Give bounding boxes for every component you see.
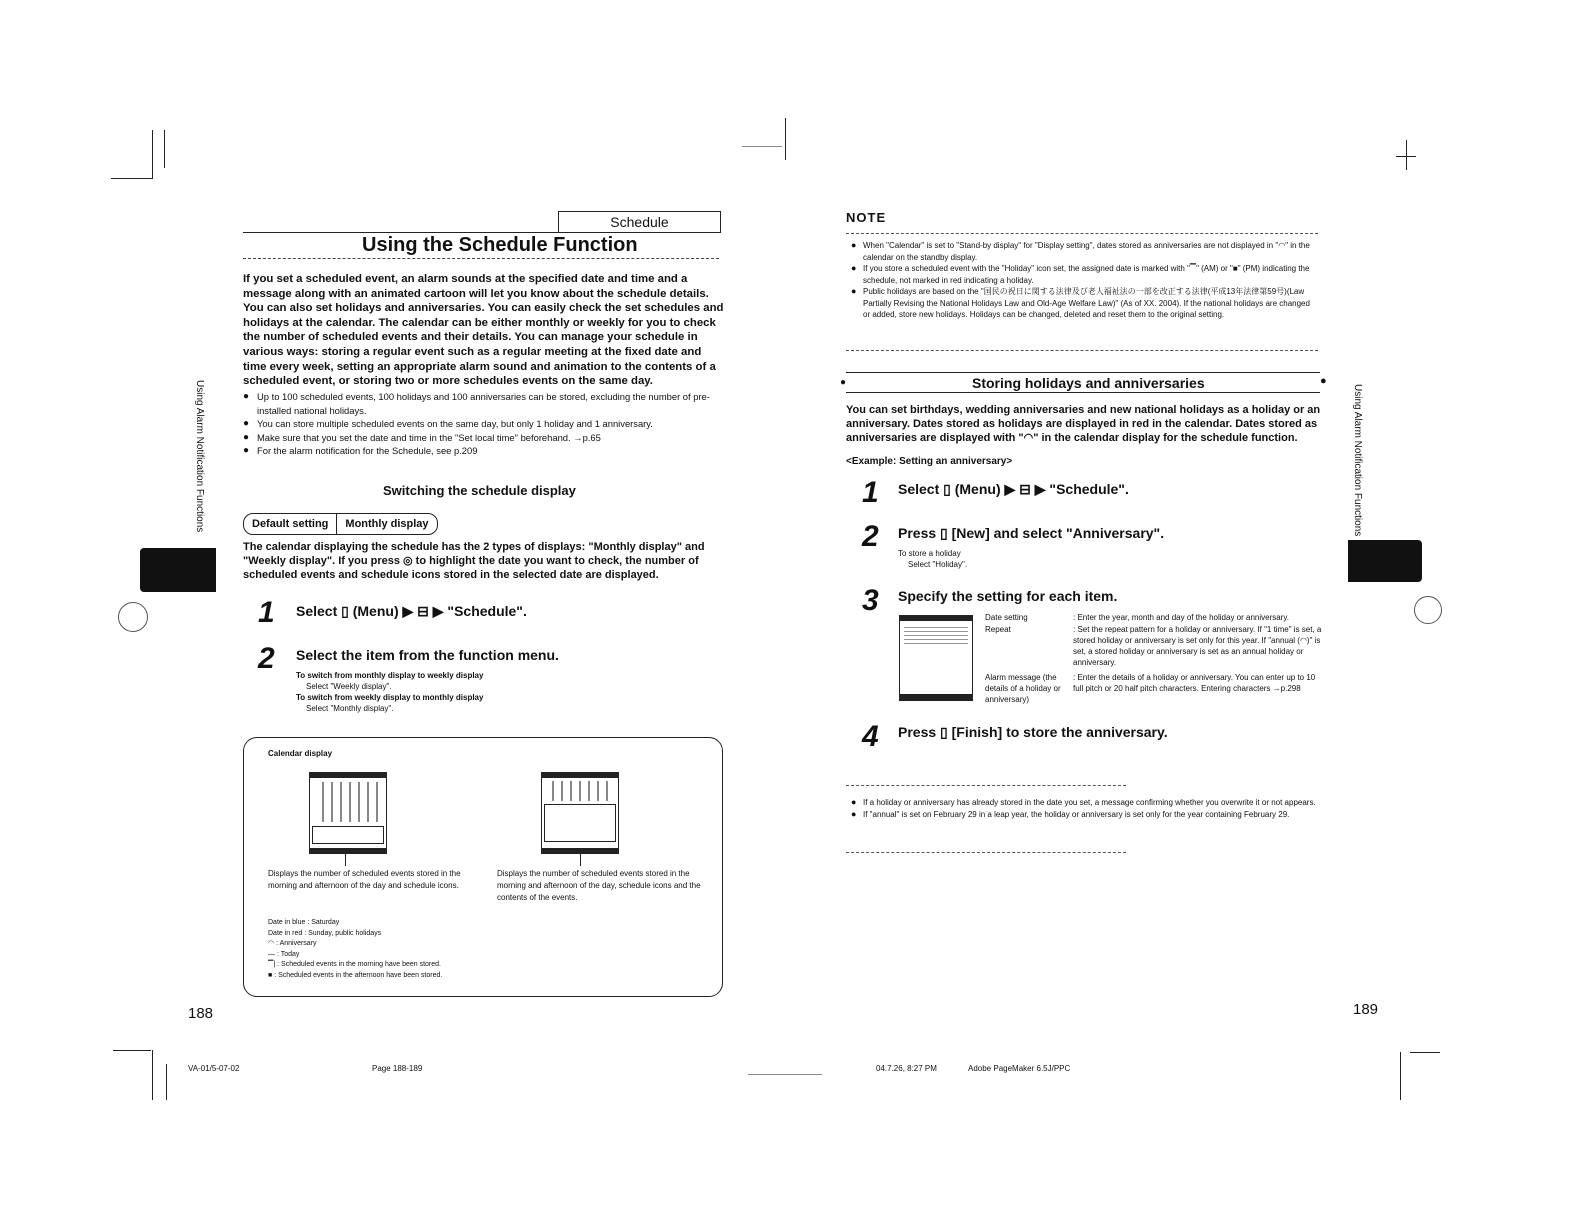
legend-row <box>268 971 568 982</box>
legend-row <box>268 939 568 950</box>
footer-app: Adobe PageMaker 6.5J/PPC <box>968 1064 1071 1073</box>
step-number: 2 <box>258 642 275 675</box>
bullet-item: ● For the alarm notification for the Schedule, see p.209 <box>243 444 725 458</box>
crop-mark <box>113 1050 151 1051</box>
substep-title: To store a holiday <box>898 549 961 558</box>
crop-mark <box>1406 140 1407 170</box>
legend-row <box>268 929 568 940</box>
calendar-legend <box>268 918 568 981</box>
setting-label: Date setting <box>985 613 1028 622</box>
footer-page-range: Page 188-189 <box>372 1064 423 1073</box>
substep-text: Select "Monthly display". <box>306 704 394 713</box>
screen-soft-key-bar <box>310 848 386 853</box>
divider <box>846 233 1318 234</box>
step-substeps <box>898 548 967 570</box>
calendar-grid-icon <box>548 781 612 801</box>
note-item: ● Public holidays are based on the "国民の祝日に関する法律及び老人福祉法の一部を改正する法律(平成13年法律第59号)(Law Partially Revising the National Holidays Law and Old-Age Welfare Law)" (As of XX. 2004). If the national holidays are changed or added, store new holidays. Holidays can be changed, deleted and reset them to the original setting. <box>851 286 1317 321</box>
weekly-caption: Displays the number of scheduled events stored in the morning and afternoon of the day, schedule icons and the contents of the events. <box>497 869 701 902</box>
bullet-icon: ● <box>840 377 847 388</box>
step-text: Select the item from the function menu. <box>296 647 559 663</box>
step-text: Press ▯ [New] and select "Anniversary". <box>898 525 1165 541</box>
crop-mark <box>164 130 165 168</box>
legend-symbol: Date in red <box>268 929 303 937</box>
setting-desc: : Enter the details of a holiday or anniversary. You can enter up to 10 full pitch or 20 half pitch characters. Entering characters →p.298 <box>1073 673 1316 693</box>
step-number: 4 <box>862 720 879 753</box>
bullet-icon: ● <box>1320 375 1327 387</box>
divider <box>846 785 1126 786</box>
bullet-item: ● Up to 100 scheduled events, 100 holidays and 100 anniversaries can be stored, excluding the number of pre-installed national holidays. <box>243 390 725 417</box>
calendar-display-title: Calendar display <box>268 749 333 758</box>
legend-row <box>268 960 568 971</box>
step-text: Specify the setting for each item. <box>898 588 1118 604</box>
footer-slug: VA-01/5-07-02 <box>188 1064 240 1073</box>
crop-mark <box>1396 156 1416 157</box>
screen-status-bar <box>542 773 618 778</box>
chapter-tab <box>140 548 216 592</box>
note-list-top <box>851 240 1317 321</box>
setting-desc: : Enter the year, month and day of the holiday or anniversary. <box>1073 613 1289 622</box>
bullet-item: ● You can store multiple scheduled events on the same day, but only 1 holiday and 1 anniversary. <box>243 417 725 431</box>
side-chapter-label: Using Alarm Notification Functions <box>1352 384 1363 537</box>
example-label: <Example: Setting an anniversary> <box>846 456 1013 467</box>
step-number: 1 <box>258 596 275 629</box>
anniversary-screen-illustration <box>899 615 973 701</box>
step-text: Select ▯ (Menu) ▶ ⊟ ▶ "Schedule". <box>296 603 527 619</box>
step-text: Select ▯ (Menu) ▶ ⊟ ▶ "Schedule". <box>898 481 1129 497</box>
monthly-caption: Displays the number of scheduled events stored in the morning and afternoon of the day and schedule icons. <box>268 869 461 890</box>
setting-label: Repeat <box>985 625 1011 634</box>
screen-soft-key-bar <box>900 694 972 700</box>
registration-mark <box>1414 596 1442 624</box>
setting-label: Alarm message (the details of a holiday or anniversary) <box>985 673 1061 704</box>
crop-mark <box>152 1050 153 1100</box>
bullet-list <box>243 390 725 458</box>
step-number: 2 <box>862 520 879 553</box>
substep-text: Select "Holiday". <box>908 560 968 569</box>
chapter-tab <box>1348 540 1422 582</box>
switch-paragraph: The calendar displaying the schedule has the 2 types of displays: "Monthly display" and "Weekly display". If you press ◎ to highlight the date you want to check, the number of scheduled events and schedule icons stored in the selected date are displayed. <box>243 541 705 581</box>
note-item: ● If you store a scheduled event with the "Holiday" icon set, the assigned date is marked with "▔" (AM) or "■" (PM) indicating the schedule, not marked in red indicating a holiday. <box>851 263 1317 286</box>
divider <box>846 852 1126 853</box>
page-number: 188 <box>188 1005 214 1022</box>
screen-status-bar <box>900 616 972 621</box>
divider <box>243 232 719 233</box>
divider <box>846 372 1320 373</box>
note-list-bottom <box>851 797 1317 820</box>
footer-date: 04.7.26, 8:27 PM <box>876 1064 937 1073</box>
section-header-box: Schedule <box>558 211 721 233</box>
side-chapter-label: Using Alarm Notification Functions <box>194 380 205 533</box>
legend-symbol: Date in blue <box>268 919 306 926</box>
legend-row <box>268 918 568 929</box>
substep-title: To switch from weekly display to monthly display <box>296 693 484 702</box>
weekly-screen-illustration <box>541 772 619 854</box>
note-item: ● When "Calendar" is set to "Stand-by display" for "Display setting", dates stored as anniversaries are not displayed in "◠" in the calendar on the standby display. <box>851 240 1317 263</box>
crop-mark <box>111 178 153 179</box>
default-setting-pill <box>243 513 438 535</box>
schedule-detail-icon <box>312 826 384 844</box>
legend-text: : Saturday <box>307 919 340 926</box>
page-title: Using the Schedule Function <box>362 234 638 256</box>
step-number: 1 <box>862 476 879 509</box>
legend-text: : Anniversary <box>276 940 317 947</box>
registration-mark <box>118 602 148 632</box>
today-icon: — <box>268 950 275 958</box>
schedule-detail-icon <box>544 804 616 842</box>
divider <box>243 258 719 259</box>
callout-line <box>345 852 346 866</box>
substep-text: Select "Weekly display". <box>306 682 392 691</box>
legend-text: : Scheduled events in the morning have been stored. <box>277 961 441 968</box>
bullet-item: ● Make sure that you set the date and time in the "Set local time" beforehand. →p.65 <box>243 431 725 445</box>
page-number: 189 <box>1353 1001 1379 1018</box>
setting-desc: : Set the repeat pattern for a holiday or anniversary. If "1 time" is set, a stored holiday or anniversary is set only for this year. If "annual (◠)" is set, a stored holiday or anniversary is set as an annual holiday or anniversary. <box>1073 625 1322 667</box>
crop-mark <box>1410 1052 1440 1053</box>
monthly-screen-illustration <box>309 772 387 854</box>
crop-mark <box>152 130 153 178</box>
note-title: NOTE <box>846 210 887 225</box>
calendar-grid-icon <box>318 782 378 822</box>
step-number: 3 <box>862 584 879 617</box>
legend-text: : Today <box>276 950 300 958</box>
crop-mark <box>742 146 782 147</box>
section-heading: Storing holidays and anniversaries <box>972 375 1205 391</box>
default-setting-label: Default setting <box>244 514 337 534</box>
switch-heading: Switching the schedule display <box>383 483 576 498</box>
step-substeps <box>296 670 596 714</box>
legend-row <box>268 950 568 961</box>
note-item: ● If a holiday or anniversary has already stored in the date you set, a message confirming whether you overwrite it or not appears. <box>851 797 1317 809</box>
crop-mark <box>166 1064 167 1100</box>
step-text: Press ▯ [Finish] to store the anniversary. <box>898 724 1168 740</box>
section-paragraph: You can set birthdays, wedding anniversaries and new national holidays as a holiday or an anniversary. Dates stored as holidays are displayed in red in the calendar. Dates stored as anniversaries are displayed with "◠" in the calendar display for the schedule function. <box>846 404 1321 444</box>
intro-paragraph: If you set a scheduled event, an alarm sounds at the specified date and time and a message along with an animated cartoon will let you know about the schedule details. You can also set holidays and anniversaries. You can easily check the set schedules and holidays at the calendar. The calendar can be either monthly or weekly for you to check the number of scheduled events and their details. You can manage your schedule in various ways: storing a regular event such as a regular meeting at the fixed date and time every week, setting an appropriate alarm sound and animation to the contents of a scheduled event, or storing two or more schedules events on the same day. <box>243 273 724 388</box>
anniversary-icon: ◠ <box>268 940 275 947</box>
settings-list-icon <box>904 624 968 644</box>
afternoon-event-icon: ■ <box>268 971 273 979</box>
crop-mark <box>748 1074 822 1075</box>
screen-status-bar <box>310 773 386 778</box>
divider <box>846 392 1320 393</box>
substep-title: To switch from monthly display to weekly display <box>296 671 484 680</box>
default-setting-value: Monthly display <box>345 518 429 530</box>
note-item: ● If "annual" is set on February 29 in a leap year, the holiday or anniversary is set only for the year containing February 29. <box>851 809 1317 821</box>
morning-event-icon: ▔| <box>268 961 276 968</box>
callout-line <box>580 852 581 866</box>
crop-mark <box>785 118 786 160</box>
crop-mark <box>1400 1052 1401 1100</box>
legend-text: : Sunday, public holidays <box>304 929 382 937</box>
legend-text: : Scheduled events in the afternoon have been stored. <box>274 971 443 979</box>
divider <box>846 350 1318 351</box>
